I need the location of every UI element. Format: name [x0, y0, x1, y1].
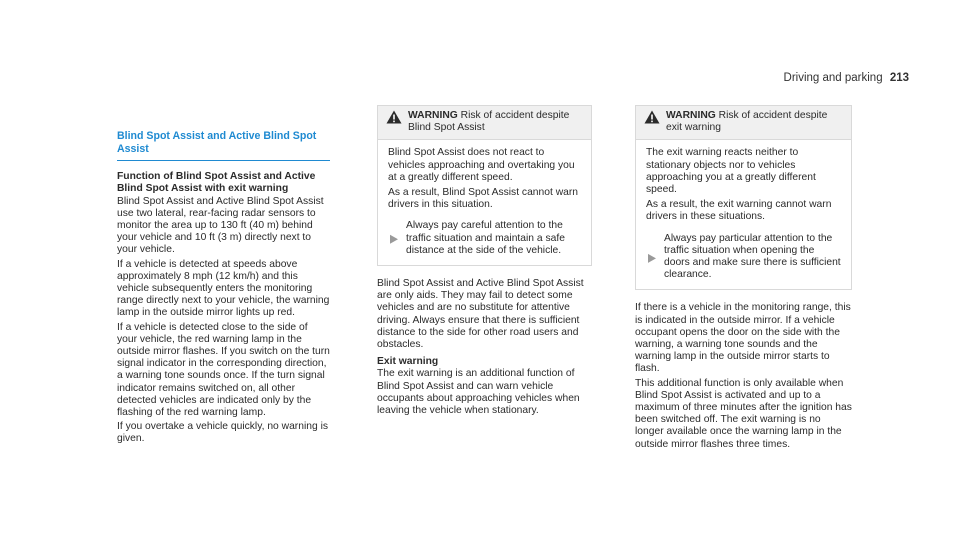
- page-number: 213: [889, 72, 909, 84]
- paragraph: Blind Spot Assist and Active Blind Spot Assist use two lateral, rear-facing radar sensors to monitor the area up to 130 ft (40 m) behind your vehicle and 10 ft (3 m) directly next to your vehicle.: [117, 195, 324, 256]
- warning-header: [636, 106, 851, 140]
- header-section: Driving and parking: [783, 72, 883, 84]
- bullet-text: Always pay careful attention to the traffic situation and maintain a safe distance at the side of the vehicle.: [406, 220, 565, 256]
- paragraph: If a vehicle is detected at speeds above approximately 8 mph (12 km/h) and this vehicle subsequently enters the monitoring range directly next to your vehicle, the warning lamp in the outside mirror lights up red.: [117, 258, 330, 319]
- warning-bullet: [646, 233, 841, 282]
- warning-box: [377, 105, 592, 266]
- warning-label: WARNING: [408, 110, 458, 121]
- warning-text: As a result, Blind Spot Assist cannot warn drivers in this situation.: [388, 187, 579, 211]
- warning-body: [636, 140, 851, 289]
- warning-triangle-icon: [644, 110, 660, 124]
- warning-header: [378, 106, 591, 140]
- warning-title: Risk of accident despite Blind Spot Assist: [408, 110, 570, 134]
- function-heading: Function of Blind Spot Assist and Active Blind Spot Assist with exit warning: [117, 171, 316, 195]
- warning-text: The exit warning reacts neither to stationary objects nor to vehicles approaching you at a greatly different speed.: [646, 147, 816, 196]
- paragraph: This additional function is only available when Blind Spot Assist is activated and up to a maximum of three minutes after the ignition has been switched off. The exit warning is no longer available once the warning lamp in the outside mirror flashes three times.: [635, 377, 852, 450]
- paragraph: If a vehicle is detected close to the side of your vehicle, the red warning lamp in the outside mirror flashes. If you switch on the turn signal indicator in the corresponding direction, a warning tone sounds once. If the turn signal indicator remains switched on, all other detected vehicles are indicated only by the flashing of the red warning lamp.: [117, 321, 330, 419]
- column-2: [377, 105, 592, 417]
- paragraph: If you overtake a vehicle quickly, no warning is given.: [117, 421, 329, 445]
- bullet-text: Always pay particular attention to the traffic situation when opening the doors and make sure there is sufficient clearance.: [664, 232, 841, 281]
- bullet-triangle-icon: [648, 235, 656, 282]
- warning-title: Risk of accident despite exit warning: [666, 110, 828, 134]
- warning-bullet: [388, 220, 581, 257]
- paragraph: If there is a vehicle in the monitoring range, this is indicated in the outside mirror. If a vehicle occupant opens the door on the side with the warning, a warning tone sounds and the warning lamp in the outside mirror starts to flash.: [635, 302, 851, 375]
- warning-triangle-icon: [386, 110, 402, 124]
- warning-box: [635, 105, 852, 290]
- warning-text: Blind Spot Assist does not react to vehicles approaching and overtaking you at a greatly different speed.: [388, 147, 575, 183]
- warning-body: [378, 140, 591, 265]
- column-1: [117, 130, 330, 446]
- section-title: Blind Spot Assist and Active Blind Spot Assist: [117, 130, 330, 161]
- bullet-triangle-icon: [390, 222, 398, 257]
- page-header: [784, 72, 909, 84]
- warning-text: As a result, the exit warning cannot warn drivers in these situations.: [646, 199, 832, 223]
- exit-warning-heading: Exit warning: [377, 356, 439, 368]
- paragraph: Blind Spot Assist and Active Blind Spot Assist are only aids. They may fail to detect some vehicles and are no substitute for attentive driving. Always ensure that there is sufficient distance to the side for other road users and obstacles.: [377, 278, 584, 351]
- column-3: [635, 105, 852, 451]
- paragraph: The exit warning is an additional function of Blind Spot Assist and can warn vehicle occupants about approaching vehicles when leaving the vehicle when stationary.: [377, 368, 580, 417]
- warning-label: WARNING: [666, 110, 716, 121]
